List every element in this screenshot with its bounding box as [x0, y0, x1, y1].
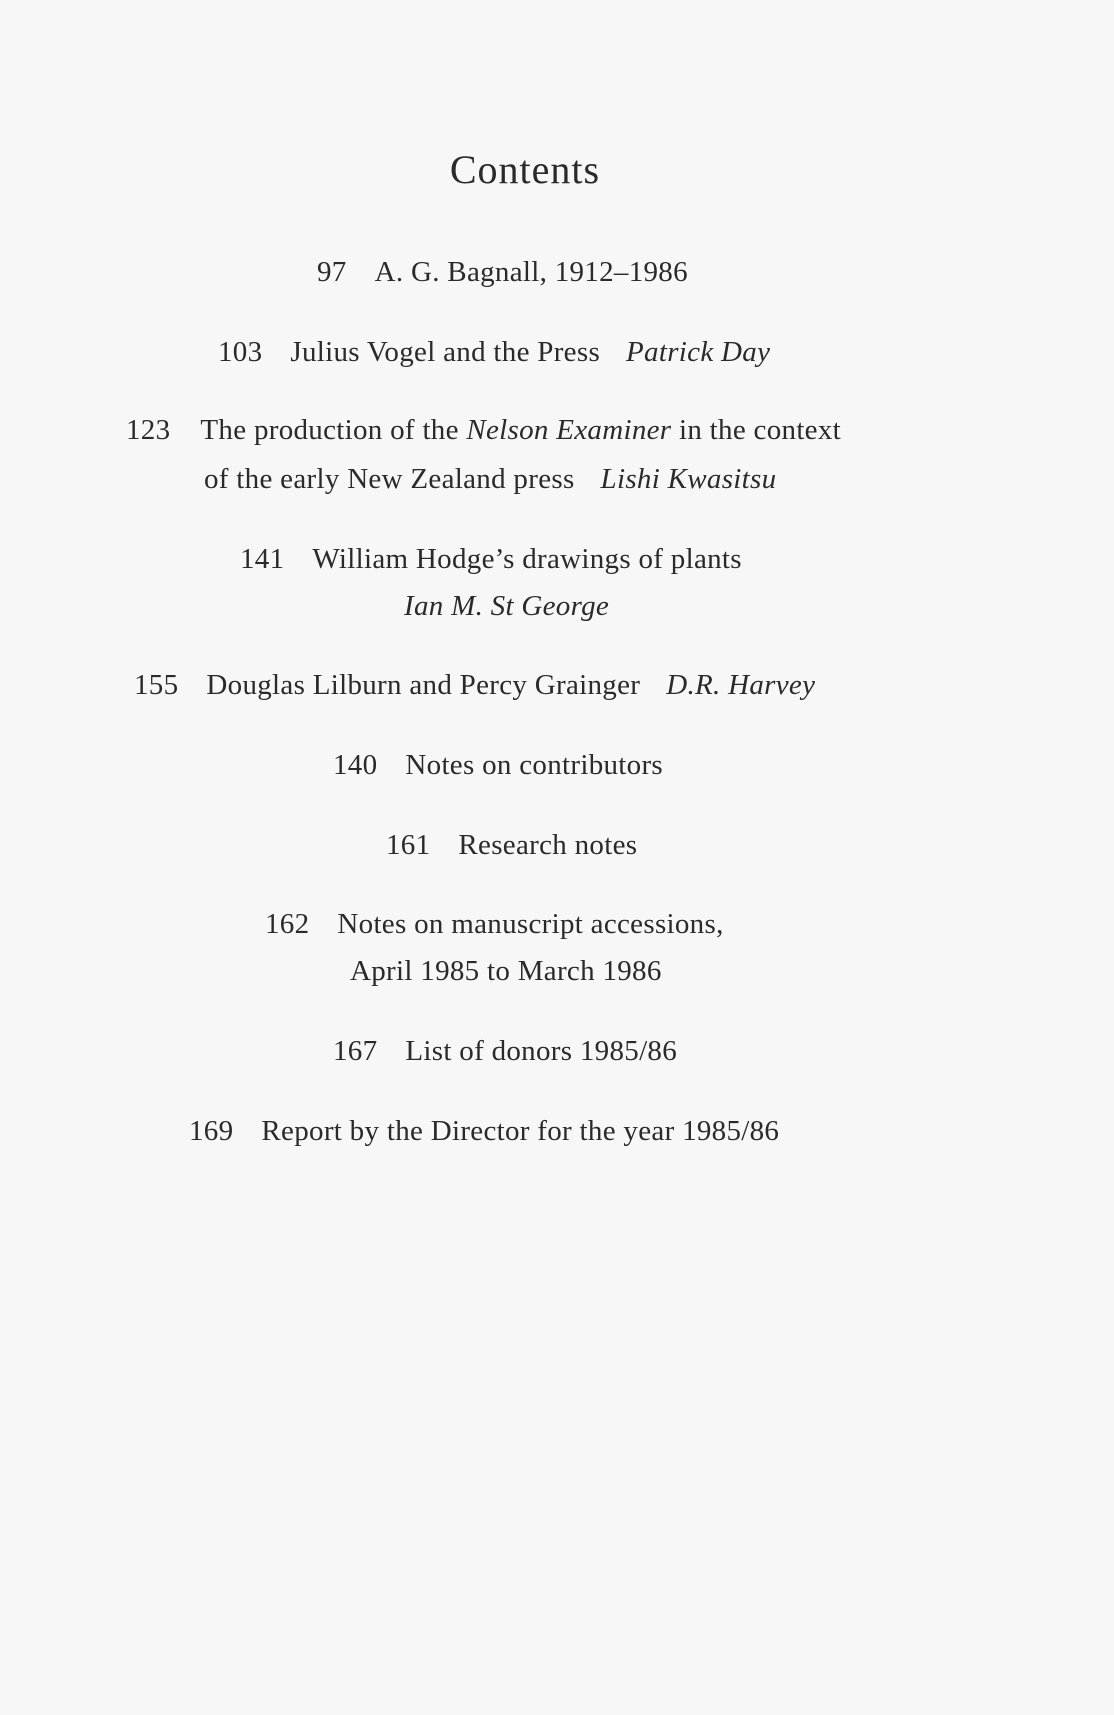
toc-page-number: 155	[134, 669, 179, 701]
toc-page-number: 97	[317, 256, 347, 288]
toc-page-number: 103	[218, 336, 263, 368]
toc-title-part1: The production of the	[200, 414, 459, 446]
toc-entry	[134, 661, 815, 709]
toc-entry	[317, 248, 688, 296]
toc-title-line2: of the early New Zealand press	[204, 463, 575, 495]
toc-title: Report by the Director for the year 1985/86	[261, 1115, 780, 1147]
toc-author: Ian M. St George	[404, 590, 610, 622]
toc-entry	[333, 741, 663, 789]
toc-page-number: 161	[386, 829, 431, 861]
toc-title-italic: Nelson Examiner	[466, 414, 672, 446]
toc-entry-continuation	[204, 455, 776, 503]
toc-title: Notes on contributors	[405, 749, 664, 781]
toc-entry	[386, 821, 637, 869]
toc-entry	[333, 1027, 677, 1075]
toc-page-number: 162	[265, 908, 310, 940]
toc-author: Lishi Kwasitsu	[600, 463, 777, 495]
toc-title: William Hodge’s drawings of plants	[312, 543, 742, 575]
toc-entry-continuation	[350, 947, 662, 995]
toc-entry	[240, 535, 742, 583]
toc-author: D.R. Harvey	[666, 669, 816, 701]
toc-title-part2: in the context	[678, 414, 842, 446]
toc-page-number: 123	[126, 414, 171, 446]
toc-title: A. G. Bagnall, 1912–1986	[374, 256, 688, 288]
toc-title: List of donors 1985/86	[405, 1035, 678, 1067]
toc-entry	[189, 1107, 779, 1155]
page-title: Contents	[449, 147, 601, 192]
toc-page-number: 167	[333, 1035, 378, 1067]
toc-title: Notes on manuscript accessions,	[337, 908, 724, 940]
toc-entry-continuation	[404, 582, 609, 630]
toc-page-number: 140	[333, 749, 378, 781]
toc-title: Douglas Lilburn and Percy Grainger	[206, 669, 641, 701]
toc-title: Research notes	[458, 829, 638, 861]
toc-entry	[218, 328, 770, 376]
toc-page-number: 169	[189, 1115, 234, 1147]
toc-entry	[265, 900, 724, 948]
toc-author: Patrick Day	[626, 336, 771, 368]
toc-page-number: 141	[240, 543, 285, 575]
toc-entry	[126, 406, 841, 454]
toc-title: Julius Vogel and the Press	[290, 336, 601, 368]
toc-title-line2: April 1985 to March 1986	[350, 955, 662, 987]
